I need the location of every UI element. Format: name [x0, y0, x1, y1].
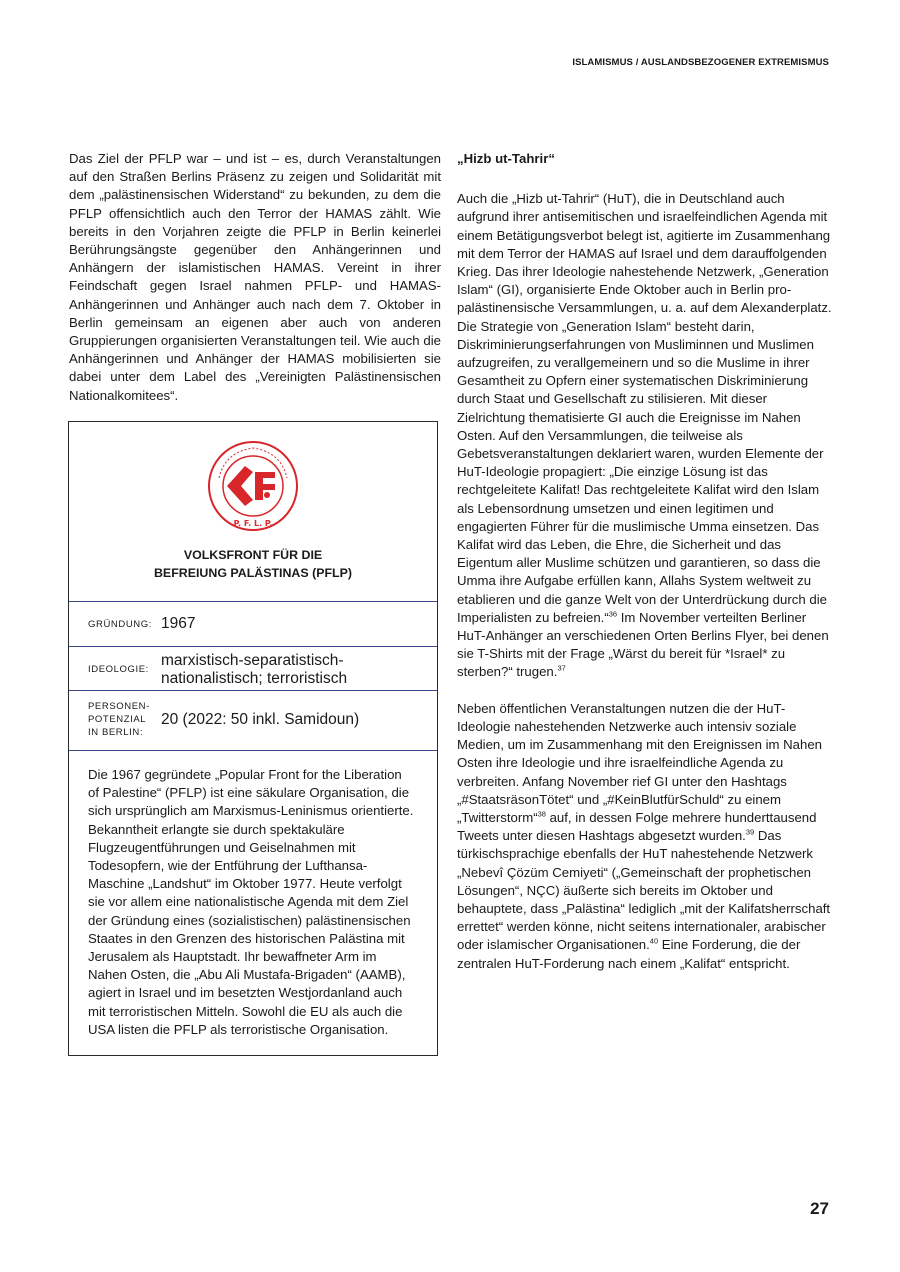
- footnote-36: 36: [608, 609, 618, 619]
- hut-paragraph-2-b: auf, in dessen Folge mehrere hunderttausend Tweets unter diesen Hashtags abgesetzt wurden.: [457, 809, 817, 844]
- pflp-infobox: [68, 421, 438, 1056]
- potential-label: [88, 700, 150, 739]
- hut-paragraph-1: [457, 190, 833, 681]
- infobox-title-line1: VOLKSFRONT FÜR DIE: [183, 548, 323, 562]
- potential-row: [69, 690, 437, 751]
- hizb-ut-tahrir-heading: „Hizb ut-Tahrir“: [457, 151, 555, 166]
- infobox-title: [69, 546, 437, 582]
- founding-label: GRÜNDUNG:: [88, 619, 152, 630]
- hut-paragraph-2-d: Eine Forderung, die der zentralen HuT-Forderung nach einem „Kalifat“ entspricht.: [457, 937, 801, 971]
- pflp-intro-paragraph: Das Ziel der PFLP war – und ist – es, durch Veranstaltungen auf den Straßen Berlins Präsenz zu zeigen und Solidarität mit dem „palästinensischen Widerstand“ zu bekunden, zu dem die PFLP offensichtlich auch den Terror der HAMAS zählt. Wie bereits in den Vorjahren zeigte die PFLP in Berlin keinerlei Berührungsängste gegenüber den Anhängerinnen und Anhängern der islamistischen HAMAS. Vereint in ihrer Feindschaft gegen Israel nahmen PFLP- und HAMAS-Anhängerinnen und Anhänger auch nach dem 7. Oktober in Berlin gemeinsam an eigenen aber auch von anderen Gruppierungen organisierten Veranstaltungen teil. Wie auch die Anhängerinnen und Anhänger der HAMAS mobilisierten sie dabei unter dem Label des „Vereinigten Palästinensischen Nationalkomitees“.: [69, 151, 441, 403]
- left-column: [69, 150, 441, 405]
- ideology-row: [69, 646, 437, 691]
- pflp-logo-letters: P. F. L. P.: [233, 519, 273, 528]
- hut-paragraph-1-tail: Im November verteilten Berliner HuT-Anhänger an verschiedenen Orten Berlins Flyer, bei denen sie T-Shirts mit der Frage „Wärst du bereit für *Israel* zu sterben?“ trugen.: [457, 609, 829, 680]
- hut-paragraph-2-c: Das türkischsprachige ebenfalls der HuT nahestehende Netzwerk „Nebevî Çözüm Cemiyeti“ („Gemeinschaft der prophetischen Lösungen“, NÇC) äußerte sich bereits im Oktober und behauptete, dass „Palästina“ lediglich „mit der Kalifatsherrschaft errettet“ werden könne, nicht seitens internationaler, arabischer oder islamischer Organisationen.: [457, 828, 831, 953]
- hut-paragraph-1-main: Auch die „Hizb ut-Tahrir“ (HuT), die in Deutschland auch aufgrund ihrer antisemitischen und israelfeindlichen Agenda mit einem Betätigungsverbot belegt ist, agitierte im Zusammenhang mit dem Terror der HAMAS auf Israel und dem darauffolgenden Krieg. Das ihrer Ideologie nahestehende Netzwerk, „Generation Islam“ (GI), organisierte Ende Oktober auch in Berlin pro-palästinensische Versammlungen, u. a. auf dem Alexanderplatz. Die Strategie von „Generation Islam“ besteht darin, Diskriminierungserfahrungen von Musliminnen und Muslimen aufzugreifen, zu verallgemeinern und so die Muslime in ihrer Gesamtheit zu Opfern einer systematischen Diskriminierung durch Staat und Gesellschaft zu stilisieren. Mit dieser Zielrichtung thematisierte GI auch die Ereignisse im Nahen Osten. Auf den Versammlungen, die teilweise als Gebetsveranstaltungen deklariert waren, wurden Elemente der HuT-Ideologie propagiert: „Die einzige Lösung ist das rechtgeleitete Kalifat! Das rechtgeleitete Kalifat wird den Islam als Lebensordnung umsetzen und einen legitimen und engagierten Führer für die muslimische Umma einsetzen. Das Kalifat wird das Leben, die Ehre, die Sicherheit und das Eigentum aller Muslime schützen und garantieren, so dass die Umma ihre Aufgabe erfüllen kann, Allahs System weltweit zu etablieren und die ganze Welt von der Unterdrückung durch die Imperialisten zu befreien.“: [457, 191, 832, 625]
- founding-value: 1967: [161, 615, 196, 632]
- pflp-logo: [205, 438, 301, 534]
- pflp-description: Die 1967 gegründete „Popular Front for the Liberation of Palestine“ (PFLP) ist eine säkulare Organisation, die sich ursprünglich am Marxismus-Leninismus orientierte. Bekanntheit erlangte sie durch spektakuläre Flugzeugentführungen und Geiselnahmen mit Todesopfern, wie der Entführung der Lufthansa-Maschine „Landshut“ im Oktober 1977. Heute verfolgt sie vor allem eine nationalistische Agenda mit dem Ziel der Gründung eines (sozialistischen) palästinensischen Staates in den Grenzen des historischen Palästina mit Jerusalem als Hauptstadt. Ihr bewaffneter Arm im Nahen Osten, die „Abu Ali Mustafa-Brigaden“ (AAMB), agiert in Israel und im besetzten Westjordanland auch mit terroristischen Mitteln. Sowohl die EU als auch die USA listen die PFLP als terroristische Organisation.: [88, 767, 414, 1037]
- footnote-38: 38: [537, 809, 546, 819]
- ideology-value: [161, 652, 347, 688]
- right-column: [457, 150, 833, 973]
- footnote-37: 37: [557, 664, 566, 674]
- potential-label-line1: PERSONEN-: [88, 701, 150, 712]
- footnote-39: 39: [745, 827, 755, 837]
- potential-value: 20 (2022: 50 inkl. Samidoun): [161, 711, 360, 728]
- page-number: 27: [810, 1199, 829, 1218]
- running-header: ISLAMISMUS / AUSLANDSBEZOGENER EXTREMISMUS: [572, 57, 829, 68]
- potential-label-line3: IN BERLIN:: [88, 727, 144, 738]
- ideology-value-line1: marxistisch-separatistisch-: [161, 652, 344, 669]
- potential-label-line2: POTENZIAL: [88, 714, 147, 725]
- pflp-emblem-icon: [205, 438, 301, 534]
- hut-paragraph-2-a: Neben öffentlichen Veranstaltungen nutzen die der HuT-Ideologie nahestehenden Netzwerke auch intensiv soziale Medien, um im Zusammenhang mit den Ereignissen im Nahen Osten ihre Ideologie und ihre israelfeindliche Agenda zu verbreiten. Anfang November rief GI unter den Hashtags „#StaatsräsonTötet“ und „#KeinBlutfürSchuld“ zu einem „Twitterstorm“: [457, 700, 823, 825]
- founding-row: [69, 601, 437, 646]
- infobox-divider: [69, 750, 437, 751]
- ideology-value-line2: nationalistisch; terroristisch: [161, 670, 348, 687]
- hut-paragraph-2: [457, 700, 833, 973]
- infobox-title-line2: BEFREIUNG PALÄSTINAS (PFLP): [153, 566, 353, 580]
- ideology-label: IDEOLOGIE:: [88, 664, 149, 675]
- footnote-40: 40: [649, 936, 659, 946]
